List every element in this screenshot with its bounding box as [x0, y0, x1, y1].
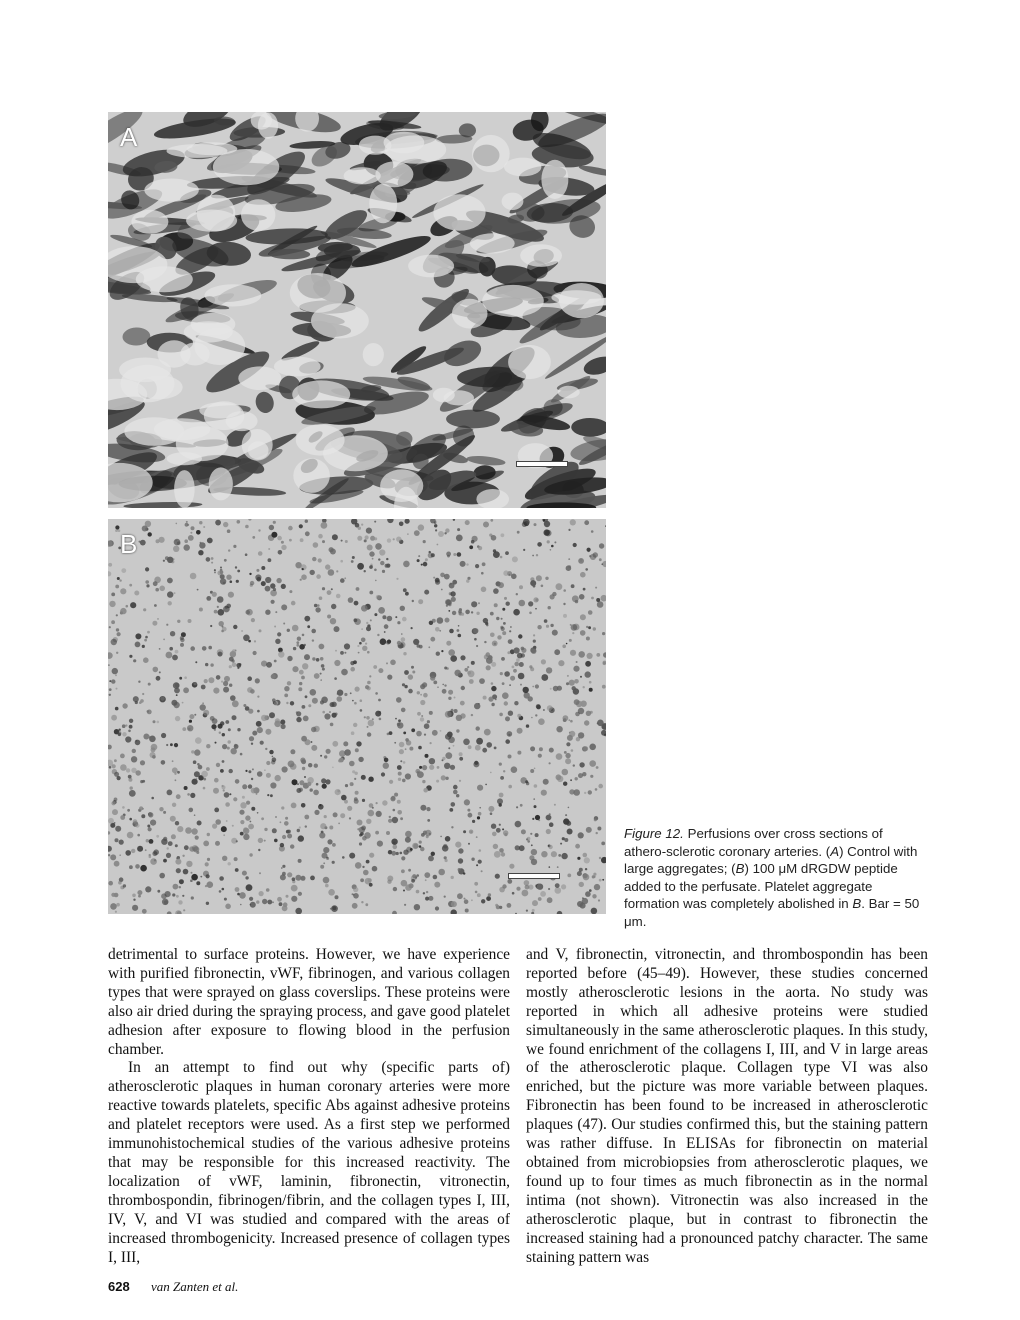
caption-ref-b-2: B [852, 896, 862, 911]
paragraph: and V, fibronectin, vitronectin, and thrombospondin has been reported before (45–49). However, these studies concerned mostly atherosclerotic lesions in the aorta. No study was reported in which all adhesive proteins were studied simultaneously in the same atherosclerotic plaques. In this study, we found enrichment of the collagens I, III, and V in large areas of the atherosclerotic plaque. Collagen type VI was also enriched, but the picture was more variable between plaques. Fibronectin has been found to be increased in atherosclerotic plaques (47). Our studies confirmed this, but the staining pattern was rather diffuse. In ELISAs for fibronectin on material obtained from microbiopsies from atherosclerotic plaques, we found up to four times as much fibronectin as in the normal intima (not shown). Vitronectin was also increased in the atherosclerotic plaque, but in contrast to fibronectin the increased staining had a pronounced patchy character. The same staining pattern was [526, 946, 928, 1266]
figure-caption-label: Figure 12. [624, 826, 684, 841]
caption-ref-a: A [830, 843, 840, 859]
figure-panel-b [108, 519, 606, 914]
page-footer [108, 1279, 238, 1295]
micrograph-a [108, 112, 606, 508]
figure-caption [624, 825, 924, 930]
caption-text-2: ) Control with large aggregates; ( [624, 843, 918, 876]
body-column-right [526, 946, 928, 1267]
running-head: van Zanten et al. [150, 1279, 239, 1294]
scale-bar-a [516, 461, 568, 467]
body-column-left [108, 946, 510, 1267]
page-number: 628 [108, 1279, 130, 1294]
panel-label-b: B [120, 529, 138, 559]
paragraph: detrimental to surface proteins. However, we have experience with purified fibronectin, vWF, fibrinogen, and various collagen types that were sprayed on glass coverslips. These proteins were also air dried during the spraying process, and gave good platelet adhesion after exposure to flowing blood in the perfusion chamber. [108, 946, 510, 1058]
figure-panel-a [108, 112, 606, 508]
caption-ref-b: B [735, 861, 745, 876]
caption-text-4: . Bar = 50 μm. [624, 896, 920, 929]
paragraph: In an attempt to find out why (specific parts of) atherosclerotic plaques in human coronary arteries were more reactive towards platelets, specific Abs against adhesive proteins and platelet receptors were used. As a first step we performed immunohistochemical studies of the various adhesive proteins that may be responsible for this increased reactivity. The localization of vWF, laminin, fibronectin, vitronectin, thrombospondin, fibrinogen/fibrin, and the collagen types I, III, IV, V, and VI was studied and compared with the areas of increased thrombogenicity. Increased presence of collagen types I, III, [108, 1059, 510, 1266]
caption-text-3: ) 100 μM dRGDW peptide added to the perfusate. Platelet aggregate formation was completely abolished in [624, 861, 898, 911]
panel-label-a: A [120, 122, 138, 152]
micrograph-b [108, 519, 606, 914]
scale-bar-b [508, 873, 560, 879]
caption-text-1: Perfusions over cross sections of athero-sclerotic coronary arteries. ( [624, 826, 883, 859]
